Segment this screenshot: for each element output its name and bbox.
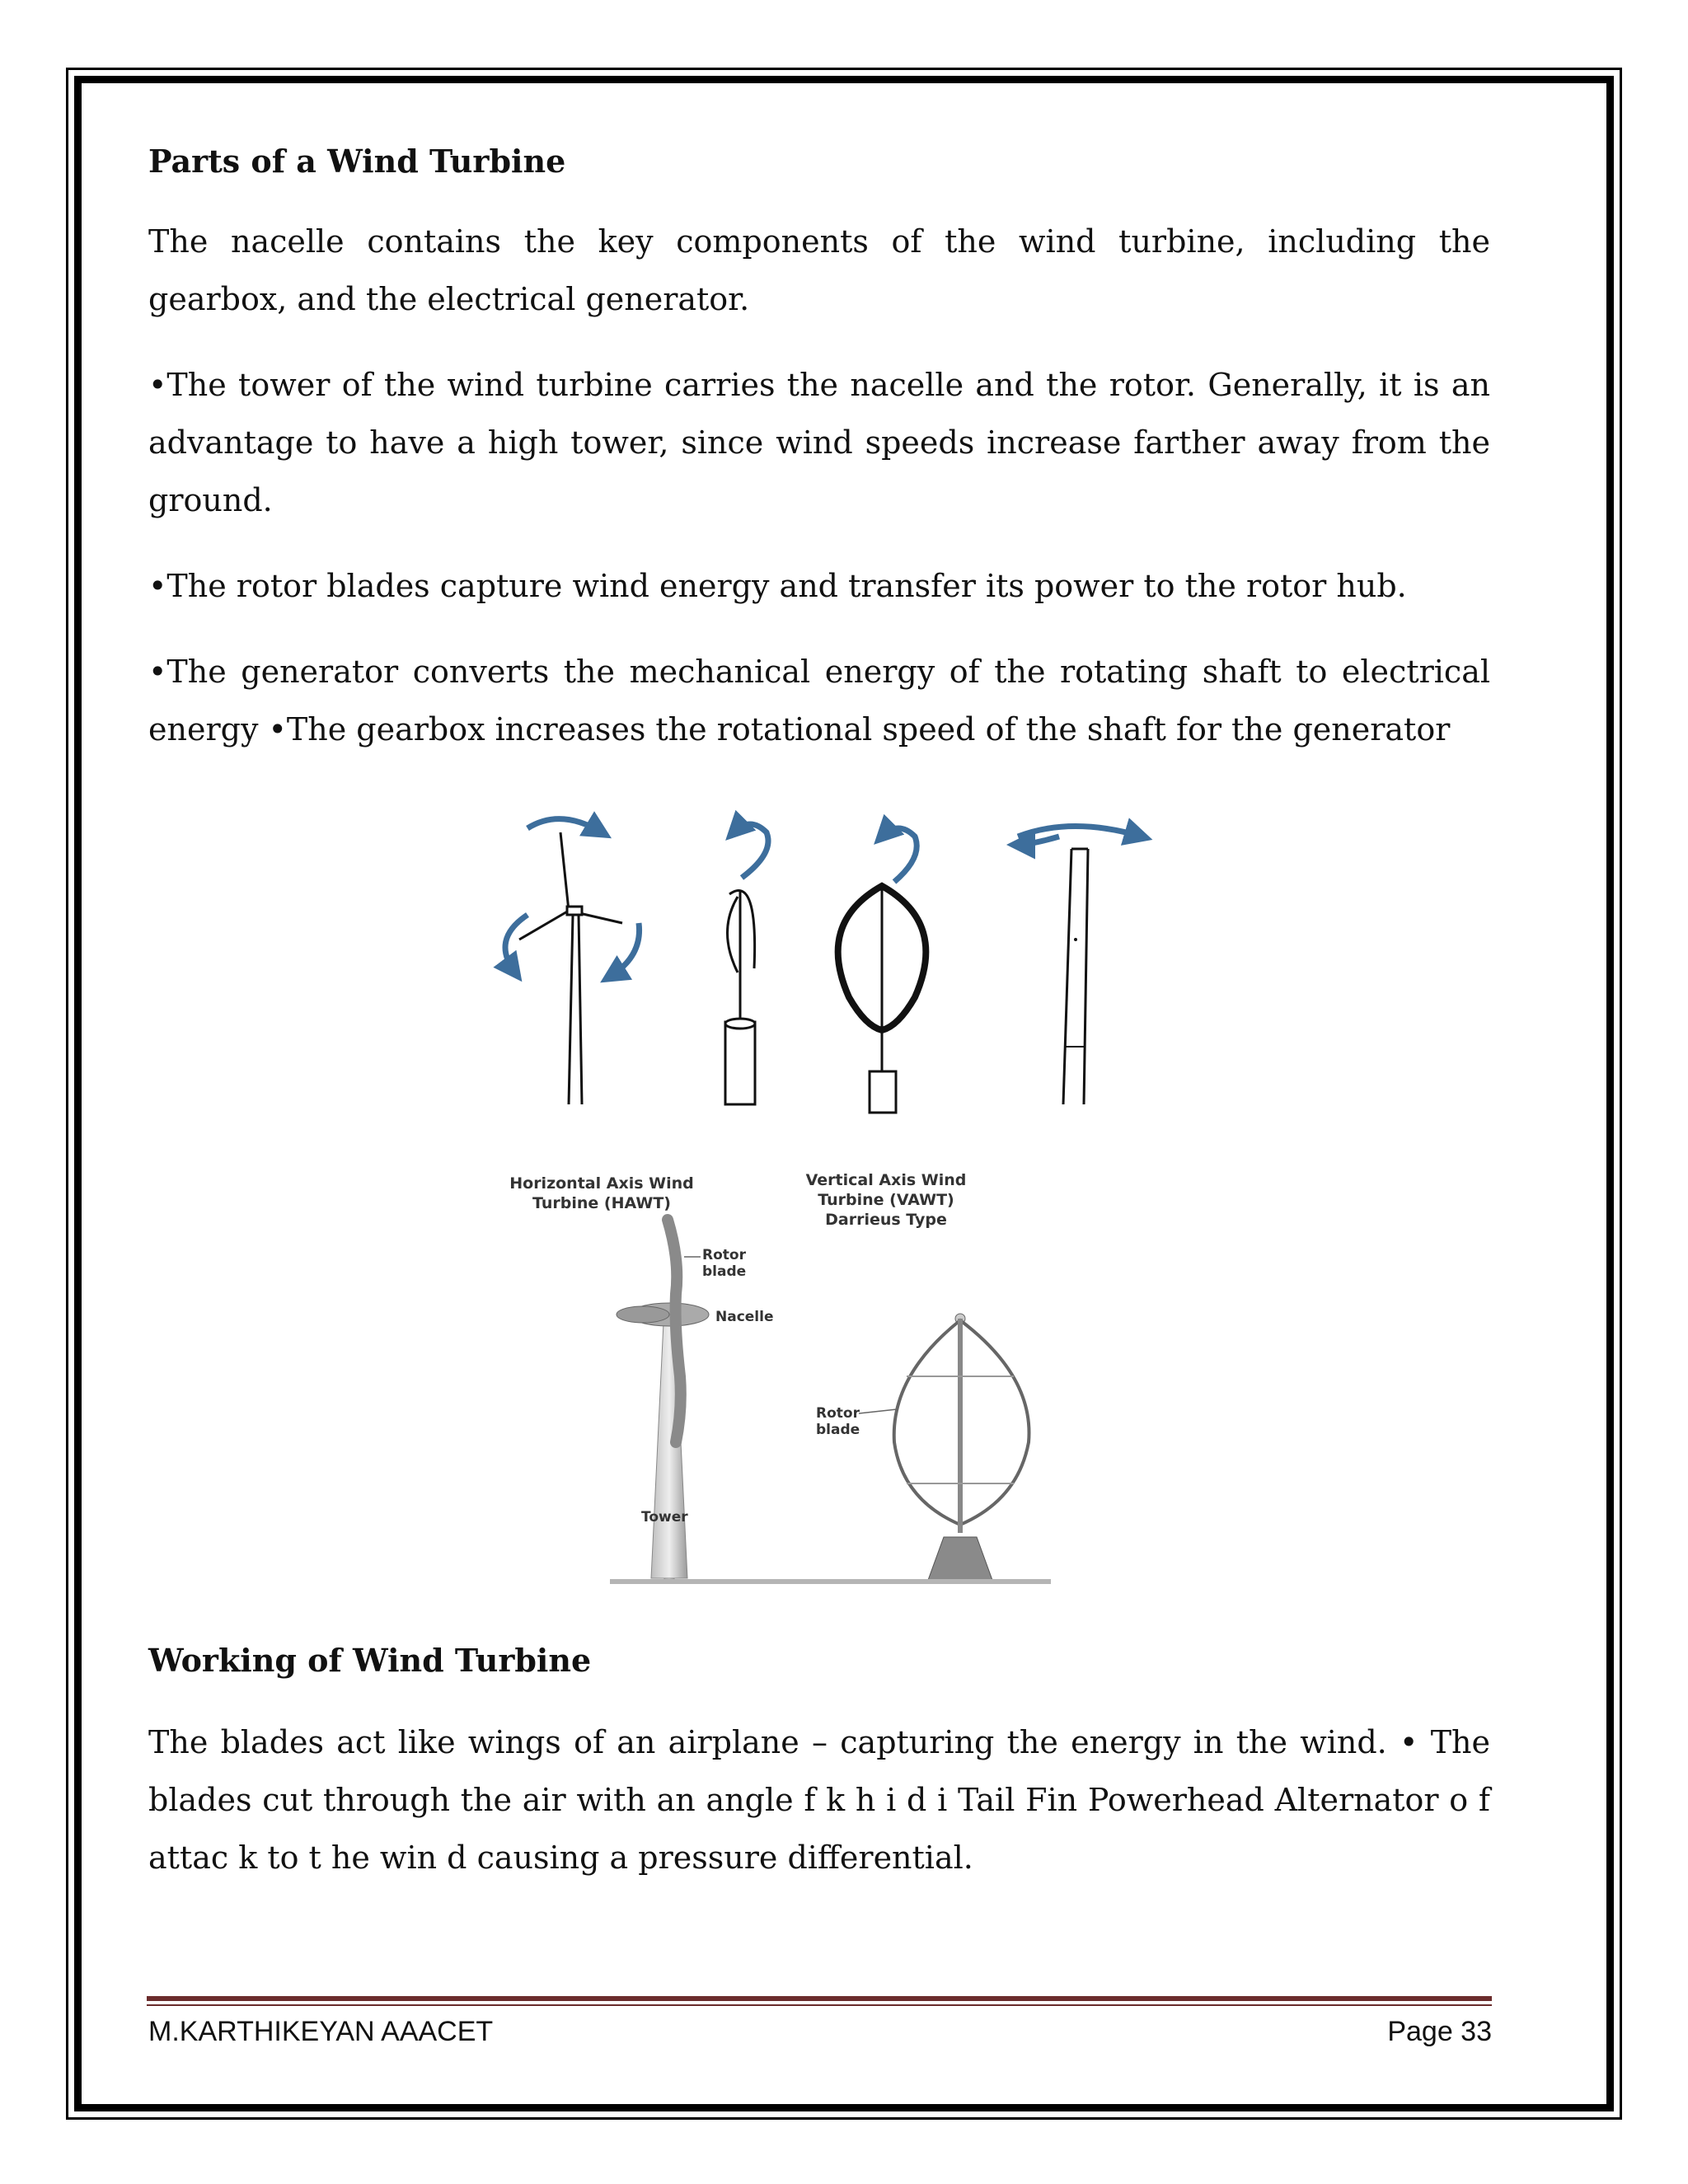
vawt-title-line2: Turbine (VAWT) [818, 1191, 954, 1209]
page-content [148, 132, 1490, 758]
hawt-title-line2: Turbine (HAWT) [532, 1194, 671, 1212]
vawt-label-rotor: Rotor [816, 1405, 860, 1422]
pole-sketch [1018, 827, 1142, 1105]
vawt-title-line1: Vertical Axis Wind [805, 1171, 967, 1189]
paragraph-tower: •The tower of the wind turbine carries the nacelle and the rotor. Generally, it is an advantage to have a high tower, since wind speeds increase farther away from the ground. [148, 367, 1490, 518]
section-heading-parts: Parts of a Wind Turbine [148, 143, 566, 180]
working-section [148, 1636, 1490, 1886]
hawt-label-tower: Tower [641, 1509, 688, 1526]
wind-turbine-figure [478, 799, 1170, 1599]
darrieus-sketch [838, 828, 926, 1113]
wind-turbine-illustration [478, 799, 1170, 1599]
paragraph-rotor-blades: •The rotor blades capture wind energy and transfer its power to the rotor hub. [148, 568, 1407, 604]
vawt-label-blade: blade [816, 1422, 860, 1438]
section-heading-working: Working of Wind Turbine [148, 1642, 592, 1679]
footer-rule-thin [147, 2004, 1492, 2006]
labelled-diagram [509, 1171, 1051, 1584]
paragraph-generator: •The generator converts the mechanical energy of the rotating shaft to electrical energy •The gearbox increases the rotational speed of the shaft for the generator [148, 654, 1490, 748]
paragraph-working: The blades act like wings of an airplane – capturing the energy in the wind. • The blades cut through the air with an angle f k h i d i Tail Fin Powerhead Alternator o f attac k to t he win d causing a pressure differential. [148, 1724, 1490, 1876]
paragraph-nacelle: The nacelle contains the key components of the wind turbine, including the gearbox, and the electrical generator. [148, 223, 1490, 317]
footer-page-number: Page 33 [1387, 2016, 1492, 2047]
hawt-label-blade: blade [702, 1263, 747, 1280]
hawt-title-line1: Horizontal Axis Wind [509, 1174, 694, 1193]
footer-author: M.KARTHIKEYAN AAACET [148, 2016, 494, 2047]
hawt-label-rotor: Rotor [702, 1247, 746, 1263]
vawt-title-line3: Darrieus Type [825, 1211, 947, 1229]
savonius-sketch [725, 824, 768, 1104]
footer-rule [147, 1996, 1492, 2001]
hawt-sketch [505, 819, 640, 1104]
hawt-label-nacelle: Nacelle [715, 1309, 774, 1325]
